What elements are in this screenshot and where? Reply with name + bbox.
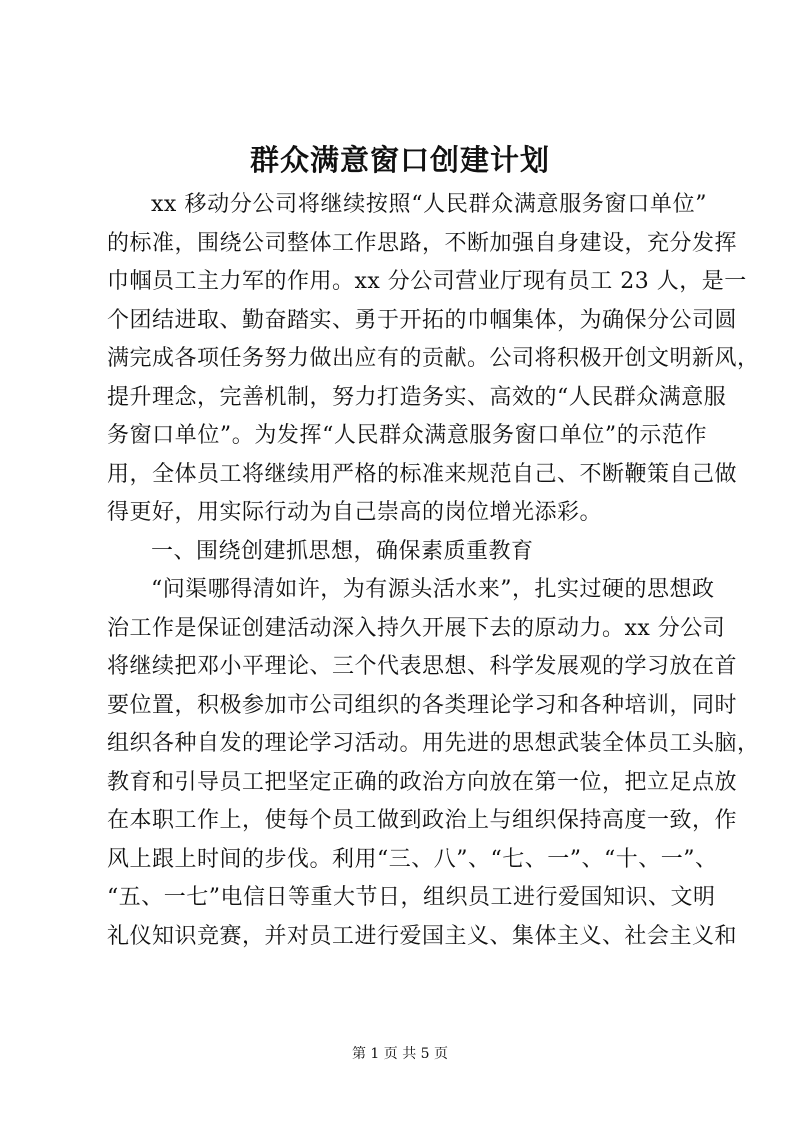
paragraph-line: 教育和引导员工把坚定正确的政治方向放在第一位，把立足点放 xyxy=(107,769,738,795)
paragraph-line: 组织各种自发的理论学习活动。用先进的思想武装全体员工头脑， xyxy=(107,731,760,756)
paragraph-line: 满完成各项任务努力做出应有的贡献。公司将积极开创文明新风， xyxy=(107,346,760,371)
paragraph-line: 将继续把邓小平理论、三个代表思想、科学发展观的学习放在首 xyxy=(107,654,738,679)
paragraph-line: 巾帼员工主力军的作用。xx 分公司营业厅现有员工 23 人，是一 xyxy=(107,269,747,294)
document-title: 群众满意窗口创建计划 xyxy=(249,143,550,177)
paragraph-line: “五、一七”电信日等重大节日，组织员工进行爱国知识、文明 xyxy=(107,885,716,910)
section-heading: 一、围绕创建抓思想，确保素质重教育 xyxy=(151,538,534,564)
paragraph-line: 治工作是保证创建活动深入持久开展下去的原动力。xx 分公司 xyxy=(107,615,726,641)
paragraph-line: 要位置，积极参加市公司组织的各类理论学习和各种培训，同时 xyxy=(107,692,738,718)
paragraph-line: 礼仪知识竞赛，并对员工进行爱国主义、集体主义、社会主义和 xyxy=(107,923,738,949)
paragraph-line: 风上跟上时间的步伐。利用“三、八”、“七、一”、“十、一”、 xyxy=(107,846,718,872)
paragraph-line: 提升理念，完善机制，努力打造务实、高效的“人民群众满意服 xyxy=(107,384,727,410)
paragraph-line: 用，全体员工将继续用严格的标准来规范自己、不断鞭策自己做 xyxy=(107,461,738,487)
paragraph-line: 得更好，用实际行动为自己崇高的岗位增光添彩。 xyxy=(107,500,603,525)
paragraph-line: 在本职工作上，使每个员工做到政治上与组织保持高度一致，作 xyxy=(107,808,738,833)
page-footer: 第 1 页 共 5 页 xyxy=(351,1046,449,1062)
paragraph-line: 的标准，围绕公司整体工作思路，不断加强自身建设，充分发挥 xyxy=(107,230,738,256)
paragraph-line: xx 移动分公司将继续按照“人民群众满意服务窗口单位” xyxy=(151,192,707,217)
paragraph-line: 务窗口单位”。为发挥“人民群众满意服务窗口单位”的示范作 xyxy=(107,423,707,448)
paragraph-line: “问渠哪得清如许，为有源头活水来”，扎实过硬的思想政 xyxy=(151,577,715,602)
document-body xyxy=(107,186,760,956)
paragraph-line: 个团结进取、勤奋踏实、勇于开拓的巾帼集体，为确保分公司圆 xyxy=(107,307,738,333)
